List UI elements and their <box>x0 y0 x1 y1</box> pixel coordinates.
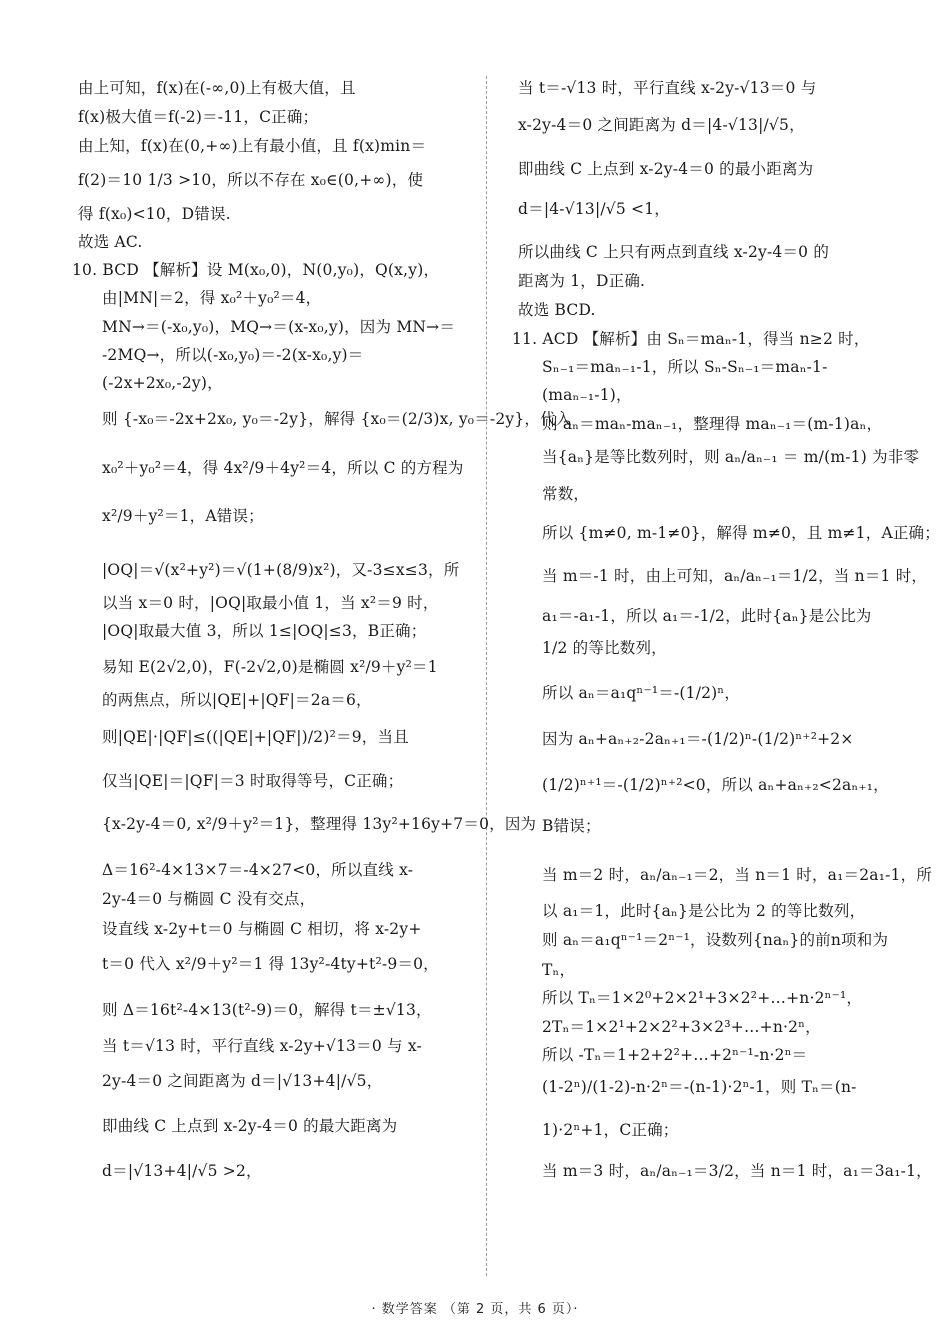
text-line: 因为 aₙ+aₙ₊₂-2aₙ₊₁＝-(1/2)ⁿ-(1/2)ⁿ⁺²+2× <box>542 730 854 748</box>
text-line: 得 f(x₀)<10，D错误. <box>78 205 231 223</box>
text-line: 则 Δ＝16t²-4×13(t²-9)＝0，解得 t＝±√13， <box>102 1001 432 1019</box>
text-line: 当 t＝-√13 时，平行直线 x-2y-√13＝0 与 <box>518 79 817 97</box>
text-line: (maₙ₋₁-1)， <box>542 386 632 404</box>
text-line: t＝0 代入 x²/9＋y²＝1 得 13y²-4ty+t²-9＝0， <box>102 955 439 973</box>
text-line: 以 a₁＝1，此时{aₙ}是公比为 2 的等比数列， <box>542 902 866 920</box>
text-line: |OQ|取最大值 3，所以 1≤|OQ|≤3，B正确； <box>102 622 427 640</box>
text-line: a₁＝-a₁-1，所以 a₁＝-1/2，此时{aₙ}是公比为 <box>542 607 872 625</box>
text-line: -2MQ→，所以(-x₀,y₀)＝-2(x-x₀,y)＝ <box>102 346 364 364</box>
text-line: (1-2ⁿ)/(1-2)-n·2ⁿ＝-(n-1)·2ⁿ-1，则 Tₙ＝(n- <box>542 1078 857 1096</box>
text-line: 所以 {m≠0, m-1≠0}，解得 m≠0，且 m≠1，A正确； <box>542 524 940 542</box>
text-line: (-2x+2x₀,-2y)， <box>102 374 223 392</box>
text-line: (1/2)ⁿ⁺¹＝-(1/2)ⁿ⁺²<0，所以 aₙ+aₙ₊₂<2aₙ₊₁， <box>542 776 889 794</box>
text-line: 1/2 的等比数列， <box>542 639 667 657</box>
text-line: 常数， <box>542 485 590 503</box>
page-footer: · 数学答案 （第 2 页，共 6 页）· <box>371 1302 579 1317</box>
text-line: 则 aₙ＝a₁qⁿ⁻¹＝2ⁿ⁻¹，设数列{naₙ}的前n项和为 <box>542 931 889 949</box>
text-line: 当 t＝√13 时，平行直线 x-2y+√13＝0 与 x- <box>102 1037 422 1055</box>
text-line: 当 m＝3 时，aₙ/aₙ₋₁＝3/2，当 n＝1 时，a₁＝3a₁-1， <box>542 1162 932 1180</box>
text-line: 由|MN|＝2，得 x₀²＋y₀²＝4， <box>102 289 322 307</box>
text-line: 10. BCD 【解析】设 M(x₀,0)，N(0,y₀)，Q(x,y)， <box>72 261 440 279</box>
column-divider <box>486 76 487 1276</box>
text-line: 11. ACD 【解析】由 Sₙ＝maₙ-1，得当 n≥2 时， <box>512 330 870 348</box>
text-line: 设直线 x-2y+t＝0 与椭圆 C 相切，将 x-2y+ <box>102 920 422 938</box>
text-line: 所以曲线 C 上只有两点到直线 x-2y-4＝0 的 <box>518 243 830 261</box>
text-line: 距离为 1，D正确. <box>518 272 646 290</box>
text-line: 故选 BCD. <box>518 301 596 319</box>
text-line: 即曲线 C 上点到 x-2y-4＝0 的最大距离为 <box>102 1117 398 1135</box>
text-line: 2Tₙ＝1×2¹+2×2²+3×2³+…+n·2ⁿ， <box>542 1018 821 1036</box>
text-line: 所以 -Tₙ＝1+2+2²+…+2ⁿ⁻¹-n·2ⁿ＝ <box>542 1046 808 1064</box>
text-line: MN→＝(-x₀,y₀)，MQ→＝(x-x₀,y)，因为 MN→＝ <box>102 318 456 336</box>
text-line: x²/9＋y²＝1，A错误； <box>102 507 264 525</box>
text-line: 2y-4＝0 与椭圆 C 没有交点， <box>102 890 316 908</box>
text-line: d＝|4-√13|/√5 <1， <box>518 200 671 218</box>
text-line: 即曲线 C 上点到 x-2y-4＝0 的最小距离为 <box>518 160 814 178</box>
text-line: 所以 aₙ＝a₁qⁿ⁻¹＝-(1/2)ⁿ， <box>542 684 741 702</box>
text-line: 当 m＝2 时，aₙ/aₙ₋₁＝2，当 n＝1 时，a₁＝2a₁-1，所 <box>542 866 933 884</box>
text-line: |OQ|＝√(x²+y²)＝√(1+(8/9)x²)，又-3≤x≤3，所 <box>102 561 460 579</box>
text-line: 则|QE|·|QF|≤((|QE|+|QF|)/2)²＝9，当且 <box>102 728 409 746</box>
text-line: f(2)＝10 1/3 >10，所以不存在 x₀∈(0,+∞)，使 <box>78 171 424 189</box>
text-line: 由上知，f(x)在(0,+∞)上有最小值，且 f(x)min＝ <box>78 137 427 155</box>
text-line: 故选 AC. <box>78 233 143 251</box>
text-line: 以当 x＝0 时，|OQ|取最小值 1，当 x²＝9 时， <box>102 594 439 612</box>
text-line: 则 aₙ＝maₙ-maₙ₋₁，整理得 maₙ₋₁＝(m-1)aₙ， <box>542 415 883 433</box>
text-line: f(x)极大值＝f(-2)＝-11，C正确； <box>78 108 319 126</box>
text-line: {x-2y-4＝0, x²/9＋y²＝1}，整理得 13y²+16y+7＝0，因为 <box>102 815 537 833</box>
text-line: Tₙ， <box>542 961 576 979</box>
text-line: d＝|√13+4|/√5 >2， <box>102 1162 262 1180</box>
text-line: 的两焦点，所以|QE|+|QF|＝2a＝6， <box>102 691 372 709</box>
text-line: 2y-4＝0 之间距离为 d＝|√13+4|/√5， <box>102 1072 383 1090</box>
text-line: 当 m＝-1 时，由上可知，aₙ/aₙ₋₁＝1/2，当 n＝1 时， <box>542 567 928 585</box>
text-line: Δ＝16²-4×13×7＝-4×27<0，所以直线 x- <box>102 861 414 879</box>
text-line: x₀²＋y₀²＝4，得 4x²/9＋4y²＝4，所以 C 的方程为 <box>102 459 464 477</box>
text-line: 易知 E(2√2,0)，F(-2√2,0)是椭圆 x²/9＋y²＝1 <box>102 658 438 676</box>
text-line: 当{aₙ}是等比数列时，则 aₙ/aₙ₋₁ ＝ m/(m-1) 为非零 <box>542 448 920 466</box>
text-line: x-2y-4＝0 之间距离为 d＝|4-√13|/√5， <box>518 116 805 134</box>
text-line: 所以 Tₙ＝1×2⁰+2×2¹+3×2²+…+n·2ⁿ⁻¹， <box>542 989 863 1007</box>
text-line: 1)·2ⁿ+1，C正确； <box>542 1121 679 1139</box>
text-line: 则 {-x₀＝-2x+2x₀, y₀＝-2y}，解得 {x₀＝(2/3)x, y₀＝-2y}，代入 <box>102 410 572 428</box>
text-line: 由上可知，f(x)在(-∞,0)上有极大值，且 <box>78 79 356 97</box>
text-line: 仅当|QE|＝|QF|＝3 时取得等号，C正确； <box>102 772 404 790</box>
text-line: Sₙ₋₁＝maₙ₋₁-1，所以 Sₙ-Sₙ₋₁＝maₙ-1- <box>542 358 828 376</box>
text-line: B错误； <box>542 817 601 835</box>
